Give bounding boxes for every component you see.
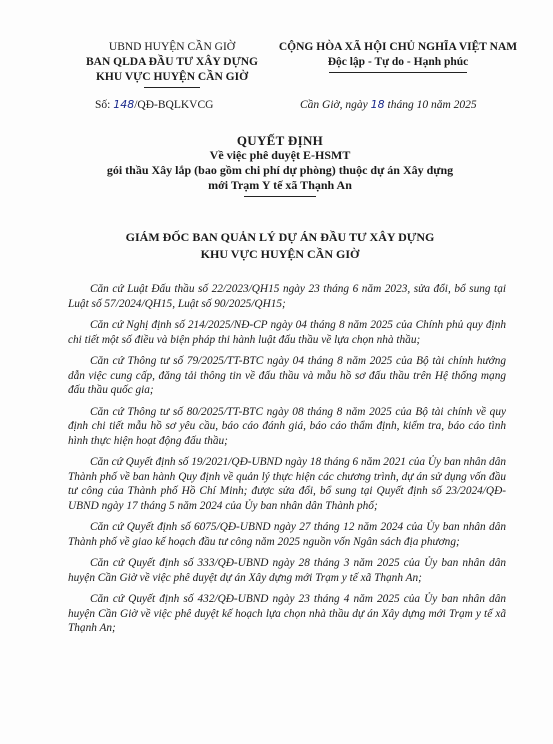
handwritten-day: 18 bbox=[370, 98, 385, 111]
legal-basis-paragraph: Căn cứ Luật Đấu thầu số 22/2023/QH15 ngày 23 tháng 6 năm 2023, sửa đổi, bổ sung tại Luật số 57/2024/QH15, Luật số 90/2025/QH15; bbox=[68, 283, 506, 310]
legal-basis-paragraph: Căn cứ Thông tư số 79/2025/TT-BTC ngày 04 tháng 8 năm 2025 của Bộ tài chính hướng dẫn việc cung cấp, đăng tải thông tin về đấu thầu và mẫu hồ sơ đấu thầu trên Hệ thống mạng đấu thầu quốc gia; bbox=[68, 355, 506, 396]
legal-basis-paragraph: Căn cứ Thông tư số 80/2025/TT-BTC ngày 08 tháng 8 năm 2025 của Bộ tài chính về quy định chi tiết mẫu hồ sơ yêu cầu, báo cáo đánh giá, báo cáo thẩm định, kiểm tra, báo cáo tình hình thực hiện hoạt động đấu thầu; bbox=[68, 405, 506, 447]
agency-underline bbox=[144, 87, 200, 88]
document-type: QUYẾT ĐỊNH bbox=[236, 133, 324, 148]
agency-name-line1: BAN QLDA ĐẦU TƯ XÂY DỰNG bbox=[86, 56, 258, 68]
national-header bbox=[262, 40, 534, 73]
parent-agency-name: UBND HUYỆN CẦN GIỜ bbox=[108, 41, 236, 53]
legal-basis-paragraph: Căn cứ Nghị định số 214/2025/NĐ-CP ngày 04 tháng 8 năm 2025 của Chính phủ quy định chi tiết một số điều và biện pháp thi hành luật đấu thầu về lựa chọn nhà thầu; bbox=[68, 319, 506, 346]
issuing-authority bbox=[40, 229, 520, 263]
doc-number-suffix: /QĐ-BQLKVCG bbox=[134, 99, 214, 111]
document-number bbox=[95, 98, 213, 111]
legal-basis-paragraph: Căn cứ Quyết định số 432/QĐ-UBND ngày 23 tháng 4 năm 2025 của Ủy ban nhân dân huyện Cần Giờ về việc phê duyệt kế hoạch lựa chọn nhà thầu dự án Xây dựng mới Trạm y tế xã Thạnh An; bbox=[68, 593, 506, 634]
agency-name-line2: KHU VỰC HUYỆN CẦN GIỜ bbox=[95, 71, 249, 83]
motto-underline bbox=[329, 72, 467, 73]
title-subject-line1: Về việc phê duyệt E-HSMT bbox=[209, 148, 351, 162]
legal-basis-paragraph: Căn cứ Quyết định số 333/QĐ-UBND ngày 28 tháng 3 năm 2025 của Ủy ban nhân dân huyện Cần Giờ về việc phê duyệt dự án Xây dựng mới Trạm y tế xã Thạnh An; bbox=[68, 557, 506, 584]
handwritten-doc-number: 148 bbox=[113, 98, 135, 111]
title-subject-line2: gói thầu Xây lắp (bao gồm chi phí dự phòng) thuộc dự án Xây dựng bbox=[106, 163, 454, 177]
authority-line1: GIÁM ĐỐC BAN QUẢN LÝ DỰ ÁN ĐẦU TƯ XÂY DỰNG bbox=[125, 230, 435, 244]
national-motto: Độc lập - Tự do - Hạnh phúc bbox=[327, 56, 469, 68]
title-underline bbox=[244, 196, 316, 197]
place-and-date bbox=[300, 98, 477, 111]
doc-number-prefix: Số: bbox=[95, 99, 111, 111]
legal-basis-paragraph: Căn cứ Quyết định số 19/2021/QĐ-UBND ngày 18 tháng 6 năm 2021 của Ủy ban nhân dân Thành phố về ban hành Quy định về quản lý thực hiện các chương trình, dự án sử dụng vốn đầu tư công của Thành phố Hồ Chí Minh; được sửa đổi, bổ sung tại Quyết định số 23/2024/QĐ-UBND ngày 17 tháng 5 năm 2024 của Ủy ban nhân dân Thành phố; bbox=[68, 456, 506, 512]
title-subject-line3: mới Trạm Y tế xã Thạnh An bbox=[208, 178, 352, 192]
place-date-suffix: tháng 10 năm 2025 bbox=[387, 99, 477, 111]
issuing-agency-header bbox=[72, 40, 272, 88]
document-title bbox=[40, 133, 520, 197]
authority-line2: KHU VỰC HUYỆN CẦN GIỜ bbox=[200, 247, 360, 261]
legal-basis-paragraph: Căn cứ Quyết định số 6075/QĐ-UBND ngày 27 tháng 12 năm 2024 của Ủy ban nhân dân Thành phố về giao kế hoạch đầu tư công năm 2025 nguồn vốn Ngân sách địa phương; bbox=[68, 521, 506, 548]
nation-name: CỘNG HÒA XÃ HỘI CHỦ NGHĨA VIỆT NAM bbox=[278, 41, 518, 53]
legal-bases-section bbox=[68, 282, 506, 643]
place-date-prefix: Cần Giờ, ngày bbox=[300, 99, 368, 111]
